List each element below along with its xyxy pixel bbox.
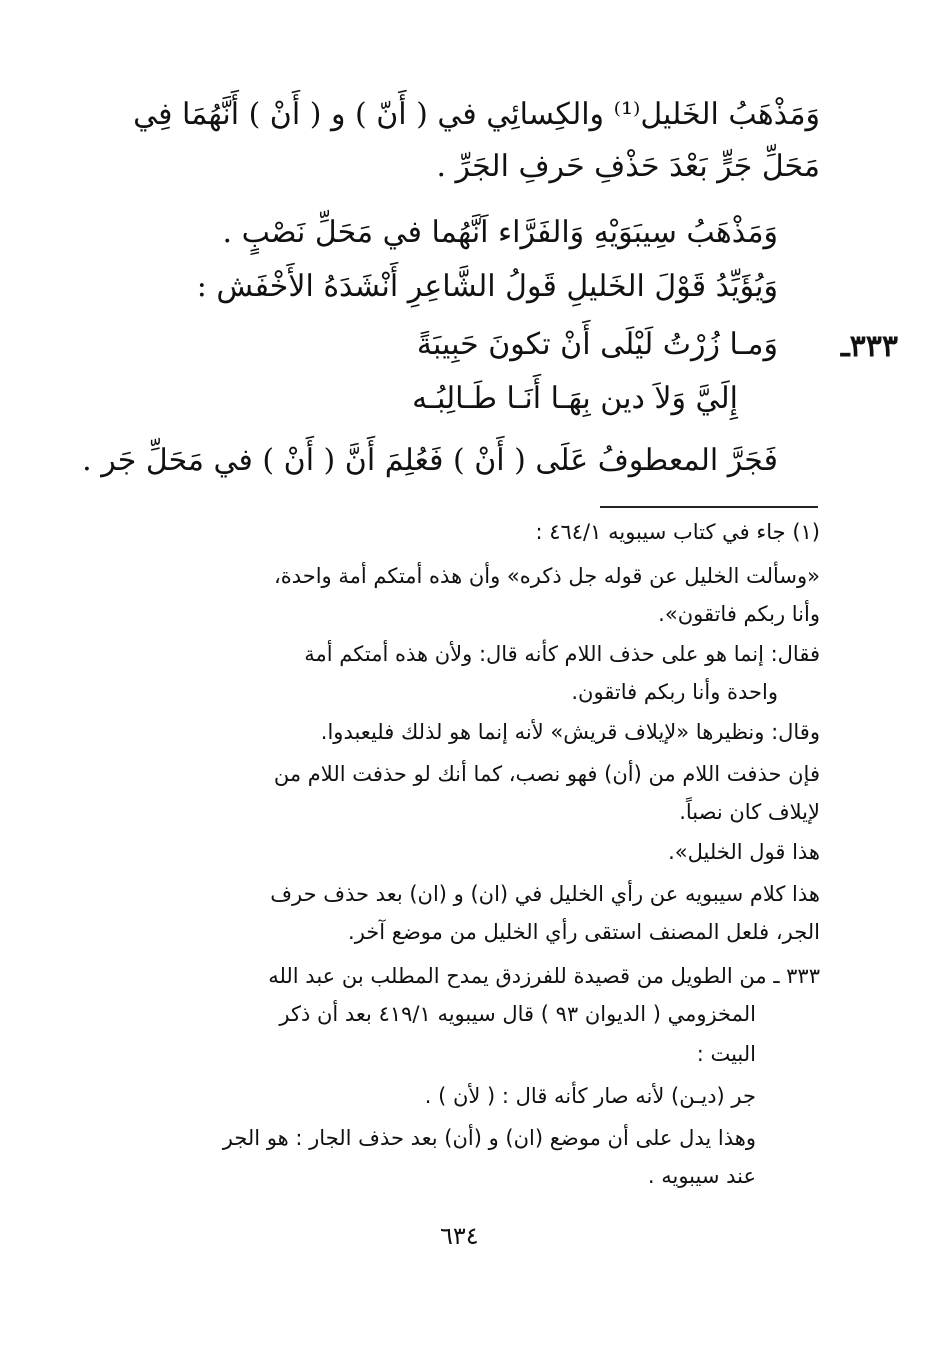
verse-number: ٣٣٣ـ bbox=[840, 329, 898, 364]
footnote-1-line-10: هذا كلام سيبويه عن رأي الخليل في (ان) و (ان) بعد حذف حرف bbox=[270, 882, 820, 906]
footnote-1-line-7: فإن حذفت اللام من (أن) فهو نصب، كما أنك لو حذفت اللام من bbox=[273, 762, 820, 786]
main-text-line-1: وَمَذْهَبُ الخَليل⁽¹⁾ والكِسائِي في ( أَنّ ) و ( أَنْ ) أَنَّهُمَا فِي bbox=[133, 97, 820, 132]
footnote-333-line-1: ٣٣٣ ـ من الطويل من قصيدة للفرزدق يمدح المطلب بن عبد الله bbox=[268, 964, 820, 988]
footnote-1-line-2: «وسألت الخليل عن قوله جل ذكره» وأن هذه أمتكم أمة واحدة، bbox=[273, 564, 820, 588]
footnote-1-line-6: وقال: ونظيرها «لإيلاف قريش» لأنه إنما هو لذلك فليعبدوا. bbox=[320, 720, 820, 744]
footnote-333-line-3: البيت : bbox=[696, 1042, 756, 1066]
main-text-line-3: وَمَذْهَبُ سِيبَوَيْهِ وَالفَرَّاء اَنَّهُما في مَحَلِّ نَصْبٍ . bbox=[222, 215, 778, 250]
footnote-1-line-8: لإيلاف كان نصباً. bbox=[679, 800, 820, 824]
footnote-333-line-2: المخزومي ( الديوان ٩٣ ) قال سيبويه ٤١٩/١ بعد أن ذكر bbox=[279, 1002, 756, 1026]
footnote-separator bbox=[600, 506, 818, 508]
footnote-1-line-9: هذا قول الخليل». bbox=[668, 840, 820, 864]
verse-hemistich-1: وَمـا زُرْتُ لَيْلَى أَنْ تكونَ حَبِيبَةً bbox=[416, 327, 778, 362]
page-number: ٦٣٤ bbox=[440, 1222, 479, 1250]
main-text-line-5: فَجَرَّ المعطوفُ عَلَى ( أَنْ ) فَعُلِمَ أَنَّ ( أَنْ ) في مَحَلِّ جَر . bbox=[82, 443, 778, 478]
footnote-333-line-5: وهذا يدل على أن موضع (ان) و (أن) بعد حذف الجار : هو الجر bbox=[222, 1126, 756, 1150]
footnote-1-line-5: واحدة وأنا ربكم فاتقون. bbox=[571, 680, 778, 704]
footnote-1-line-1: (١) جاء في كتاب سيبويه ٤٦٤/١ : bbox=[535, 520, 820, 544]
footnote-1-line-11: الجر، فلعل المصنف استقى رأي الخليل من موضع آخر. bbox=[348, 920, 820, 944]
main-text-line-4: وَيُؤَيِّدُ قَوْلَ الخَليلِ قَولُ الشَّاعِرِ أَنْشَدَهُ الأَخْفَش : bbox=[196, 269, 778, 304]
footnote-1-line-3: وأنا ربكم فاتقون». bbox=[658, 602, 820, 626]
footnote-333-line-6: عند سيبويه . bbox=[647, 1164, 756, 1188]
footnote-333-line-4: جر (ديـن) لأنه صار كأنه قال : ( لأن ) . bbox=[424, 1084, 756, 1108]
verse-hemistich-2: إِلَيَّ وَلاَ دين بِهَـا أَنَـا طَـالِبُـه bbox=[412, 381, 738, 416]
footnote-1-line-4: فقال: إنما هو على حذف اللام كأنه قال: ولأن هذه أمتكم أمة bbox=[304, 642, 820, 666]
main-text-line-2: مَحَلِّ جَرٍّ بَعْدَ حَذْفِ حَرفِ الجَرِّ . bbox=[436, 149, 820, 184]
